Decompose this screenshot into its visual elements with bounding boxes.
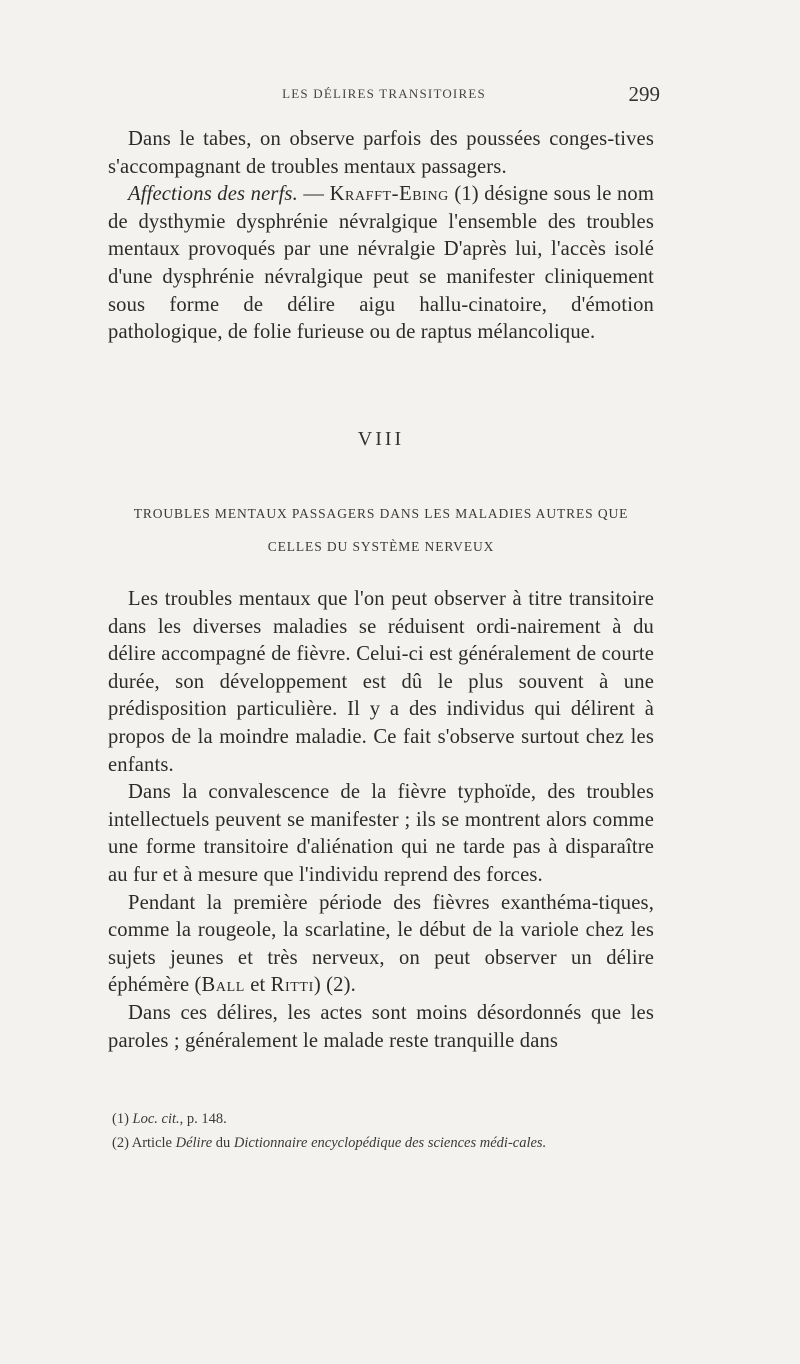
footnote-ref-2: ) (2). (313, 974, 356, 997)
top-text-block (108, 126, 654, 347)
author-krafft-ebing: Krafft-Ebing (329, 183, 449, 206)
conjunction-et: et (244, 974, 271, 997)
page-number: 299 (628, 82, 660, 106)
footnote-2-dictionary-title: Dictionnaire encyclopédique des sciences médi-cales. (233, 1135, 547, 1151)
section-title-line-2: CELLES DU SYSTÈME NERVEUX (267, 539, 495, 554)
footnote-1-page: , p. 148. (179, 1111, 227, 1127)
footnote-1-mark: (1) (112, 1111, 133, 1127)
subheading-affections-nerfs: Affections des nerfs. (128, 183, 298, 206)
author-ball: Ball (201, 974, 245, 997)
paragraph-tabes: Dans le tabes, on observe parfois des poussées conges-tives s'accompagnant de troubles mentaux passagers. (108, 128, 654, 178)
paragraph-fievres-exanthematiques (108, 890, 654, 1000)
author-ritti: Ritti (270, 974, 314, 997)
footnote-1-loc-cit: Loc. cit. (132, 1111, 180, 1127)
section-title (108, 497, 654, 563)
footnote-2-du: du (212, 1135, 234, 1151)
paragraph-delires-actes: Dans ces délires, les actes sont moins désordonnés que les paroles ; généralement le malade reste tranquille dans (108, 1001, 654, 1052)
footnotes (108, 1109, 654, 1153)
footnote-1 (108, 1109, 654, 1129)
em-dash: — (297, 183, 330, 206)
paragraph-affections-nerfs (108, 181, 654, 347)
footnote-2 (108, 1133, 654, 1153)
section-number: VIII (357, 428, 405, 450)
paragraph-affections-text: (1) désigne sous le nom de dysthymie dysphrénie névralgique l'ensemble des troubles mentaux provoqués par une névralgie D'après lui, l'accès isolé d'une dysphrénie névralgique peut se manifester cliniquement sous forme de délire aigu hallu-cinatoire, d'émotion pathologique, de folie furieuse ou de raptus mélancolique. (108, 183, 655, 344)
paragraph-troubles-mentaux: Les troubles mentaux que l'on peut observer à titre transitoire dans les diverses maladies se réduisent ordi-nairement à du délire accompagné de fièvre. Celui-ci est généralement de courte durée, son développement est dû le plus souvent à une prédisposition particulière. Il y a des individus qui délirent à propos de la moindre maladie. Ce fait s'observe surtout chez les enfants. (108, 588, 654, 776)
paragraph-fievre-typhoide: Dans la convalescence de la fièvre typhoïde, des troubles intellectuels peuvent se manifester ; ils se montrent alors comme une forme transitoire d'aliénation qui ne tarde pas à disparaître au fur et à mesure que l'individu reprend des forces. (108, 781, 654, 886)
paragraph-fievres-text: Pendant la première période des fièvres exanthéma-tiques, comme la rougeole, la scarlatine, le début de la variole chez les sujets jeunes et très nerveux, on peut observer un délire éphémère ( (108, 891, 654, 997)
running-head (108, 82, 660, 110)
running-title: LES DÉLIRES TRANSITOIRES (282, 86, 486, 101)
section-title-line-1: TROUBLES MENTAUX PASSAGERS DANS LES MALADIES AUTRES QUE (133, 506, 629, 521)
footnote-2-delire: Délire (175, 1135, 213, 1151)
main-text-block (108, 586, 654, 1055)
footnote-2-mark: (2) Article (112, 1135, 176, 1151)
